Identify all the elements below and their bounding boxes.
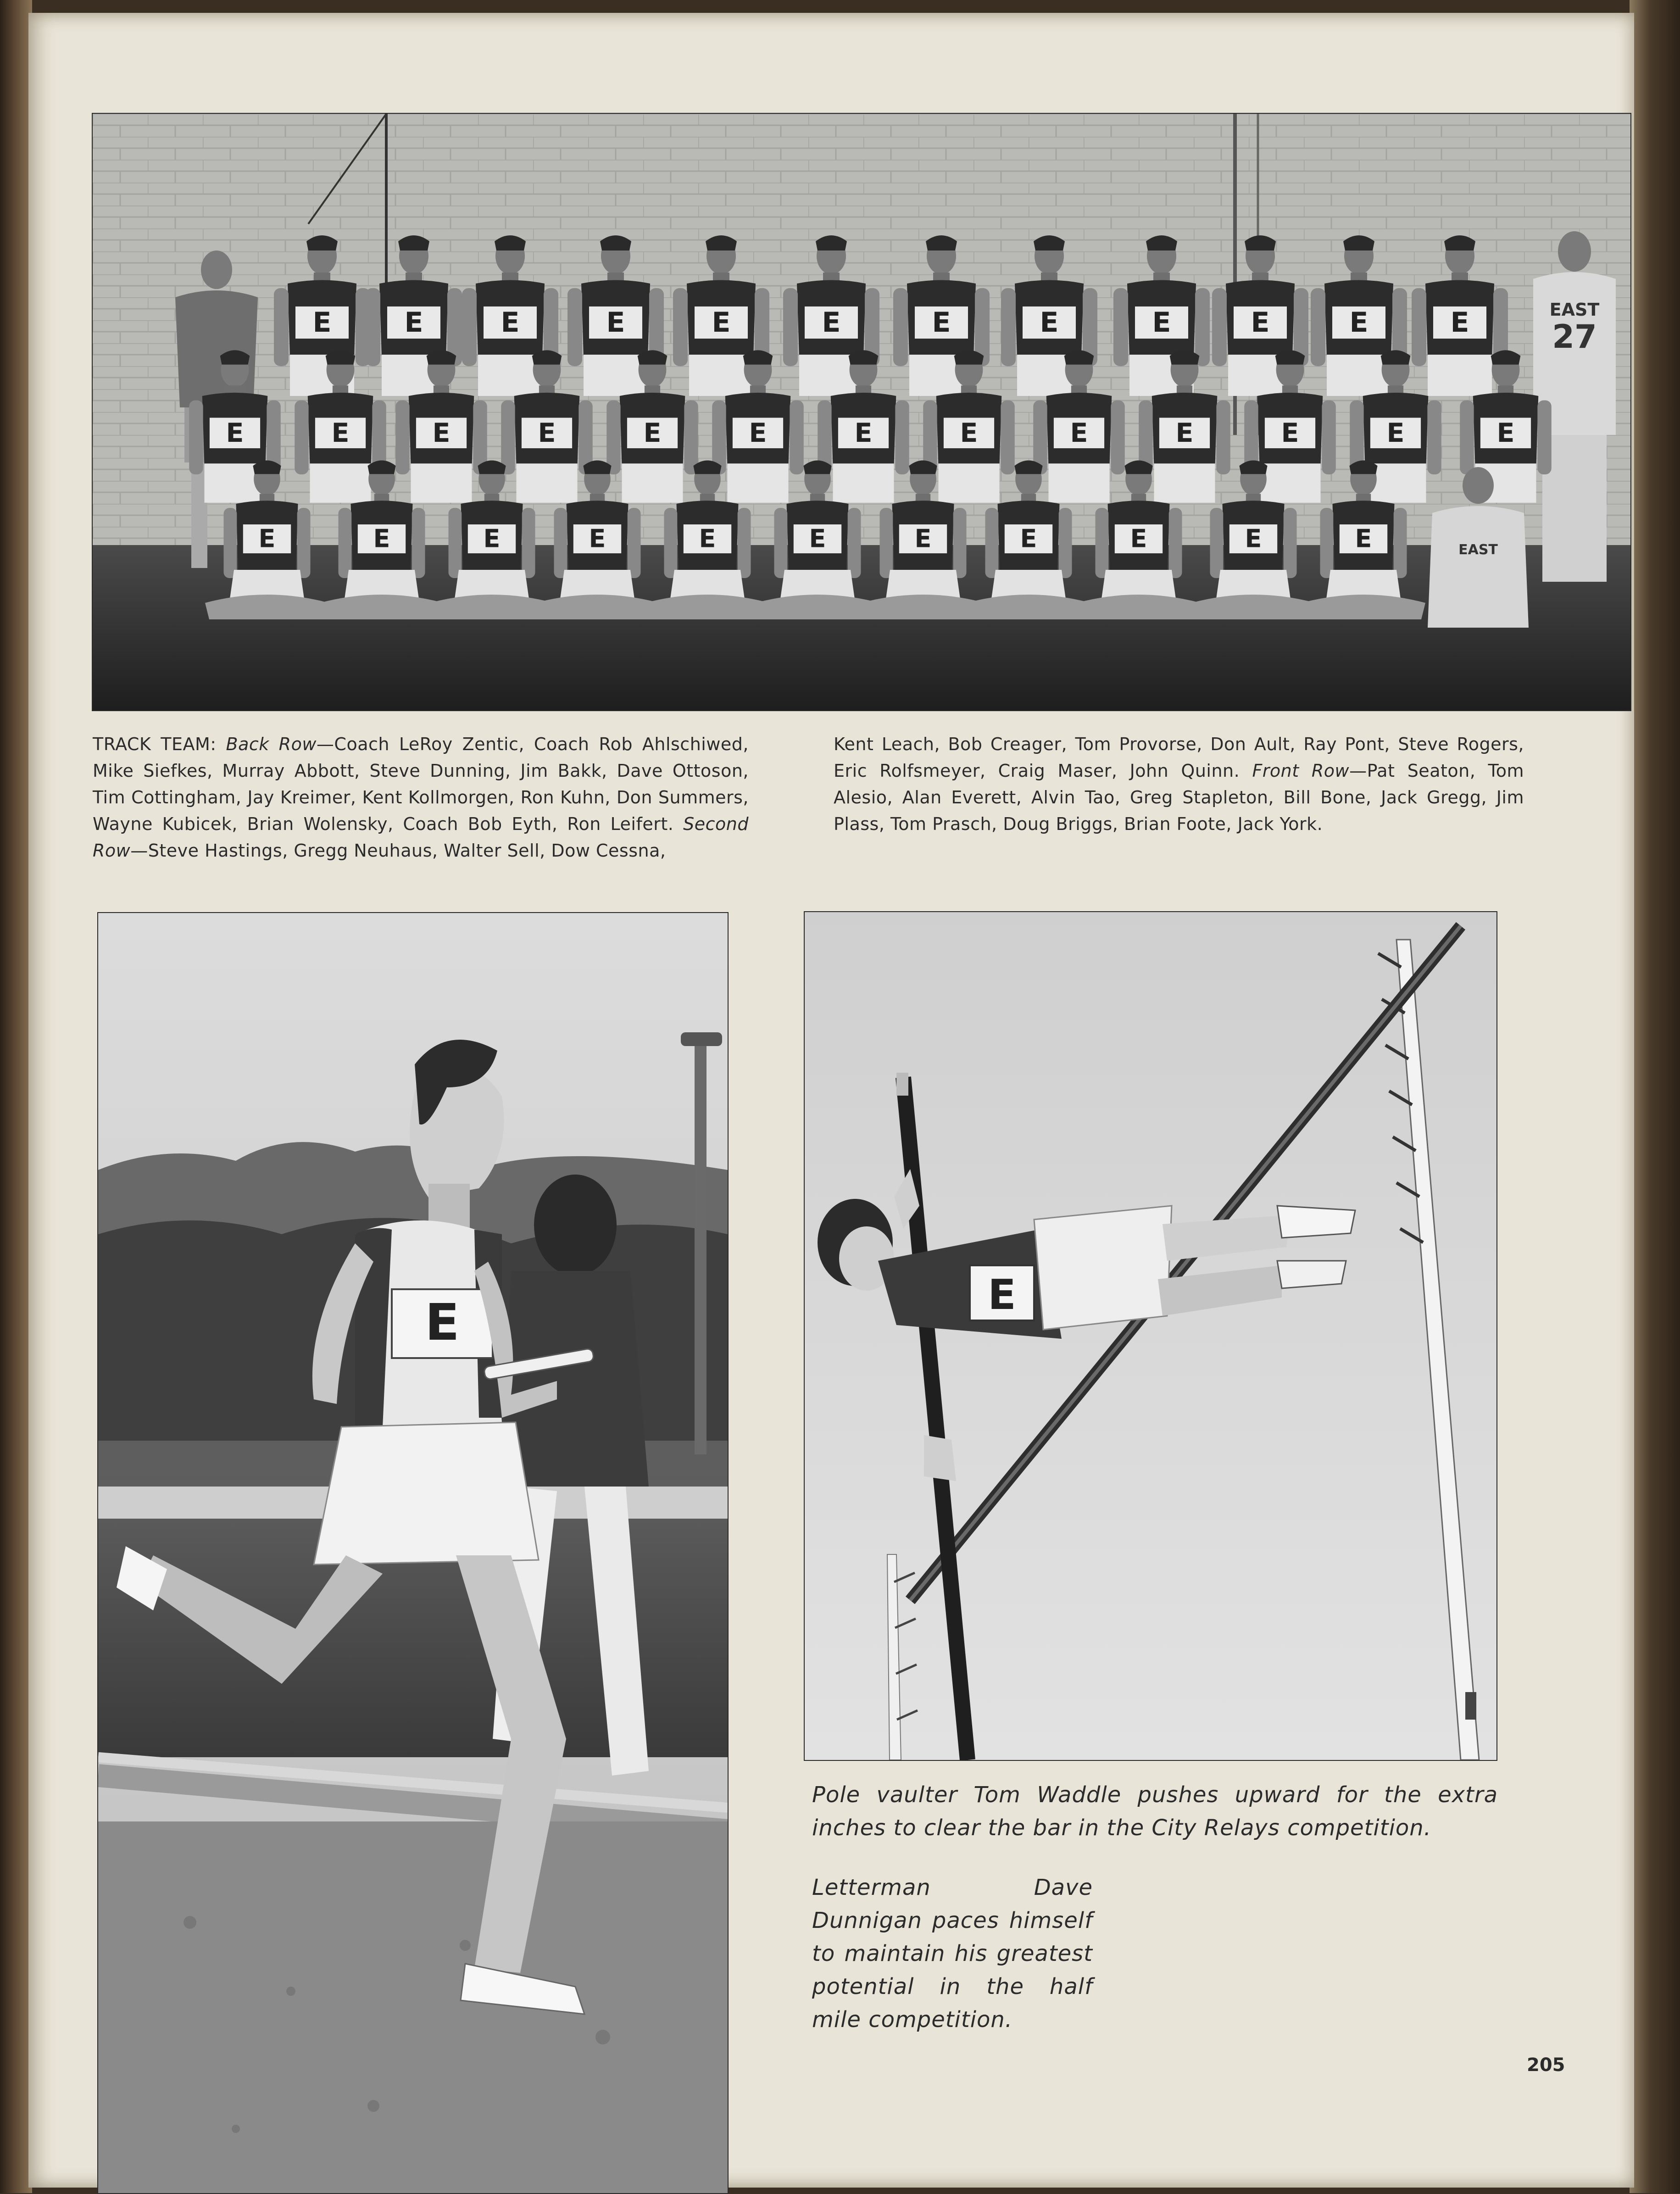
pole-vault-caption-text: Pole vaulter Tom Waddle pushes upward for the extra inches to clear the bar in the City Relays competition. — [812, 1782, 1498, 1841]
yearbook-page — [28, 13, 1634, 2188]
team-jersey-letter: E — [1020, 524, 1037, 553]
runner-caption-text: Letterman Dave Dunnigan paces himself to maintain his greatest potential in the half mile competition. — [812, 1875, 1093, 2033]
team-jersey-letter: E — [1070, 418, 1088, 448]
team-jersey-letter: E — [1281, 418, 1299, 448]
team-jersey-letter: E — [932, 306, 951, 339]
team-jersey-letter: E — [1040, 306, 1059, 339]
team-jersey-letter: E — [331, 418, 350, 448]
team-jersey-letter: E — [1496, 418, 1515, 448]
team-jersey-letter: E — [1245, 524, 1262, 553]
team-caption-row3-names: —Pat Seaton, Tom Alesio, Alan Everett, Alvin Tao, Greg Stapleton, Bill Bone, Jack Gregg, Jim Plass, Tom Prasch, Doug Briggs, Brian Foote, Jack York. — [834, 761, 1524, 834]
team-caption-row1-names: —Coach LeRoy Zentic, Coach Rob Ahlschiwed, Mike Siefkes, Murray Abbott, Steve Dunning, Jim Bakk, Dave Ottoson, Tim Cottingham, Jay Kreimer, Kent Kollmorgen, Ron Kuhn, Don Summers, Wayne Kubicek, Brian Wolensky, Coach Bob Eyth, Ron Leifert. — [93, 734, 749, 834]
team-jersey-letter: E — [822, 306, 841, 339]
team-jersey-letter: E — [1355, 524, 1372, 553]
team-caption-row2-names: —Steve Hastings, Gregg Neuhaus, Walter Sell, Dow Cessna, — [130, 841, 666, 861]
team-jersey-letter: E — [699, 524, 716, 553]
team-jersey-letter: E — [1130, 524, 1147, 553]
book-binding-left — [0, 0, 32, 2193]
team-jersey-letter: E — [1251, 306, 1270, 339]
team-jersey-letter: E — [960, 418, 978, 448]
team-jersey-letter: E — [1152, 306, 1171, 339]
runner-jersey-letter: E — [425, 1293, 460, 1352]
team-jersey-letter: E — [1450, 306, 1469, 339]
team-jersey-letter: E — [312, 306, 332, 339]
team-jersey-letter: E — [606, 306, 625, 339]
team-jersey-letter: E — [501, 306, 520, 339]
team-jersey-letter: E — [1386, 418, 1405, 448]
team-jersey-letter: E — [1349, 306, 1368, 339]
team-jersey-letter: E — [483, 524, 501, 553]
team-jersey-letter: E — [854, 418, 873, 448]
team-jersey-letter: E — [373, 524, 390, 553]
team-jersey-letter: E — [643, 418, 662, 448]
team-caption-right — [834, 731, 1524, 837]
team-jersey-letter: E — [749, 418, 767, 448]
team-jersey-letter: E — [404, 306, 423, 339]
team-caption-left — [93, 731, 749, 864]
runner-caption — [812, 1871, 1093, 2036]
team-jersey-letter: E — [914, 524, 932, 553]
team-caption-row2-label: Second Row — [93, 814, 749, 861]
relay-runner-photo — [97, 912, 729, 2194]
vaulter-jersey-letter: E — [988, 1271, 1016, 1319]
team-jersey-letter: E — [1175, 418, 1194, 448]
team-jersey-letter: E — [226, 418, 244, 448]
track-team-photo — [92, 113, 1631, 711]
team-caption-row1-label: Back Row — [226, 734, 317, 754]
sweatshirt-label: EAST — [1549, 300, 1600, 320]
pole-vault-caption — [812, 1778, 1498, 1844]
sweatshirt-label: EAST — [1458, 542, 1498, 558]
team-jersey-letter: E — [589, 524, 606, 553]
team-jersey-letter: E — [432, 418, 451, 448]
team-jersey-letter: E — [538, 418, 556, 448]
page-number: 205 — [1527, 2055, 1565, 2076]
pole-vault-photo — [804, 911, 1497, 1761]
team-jersey-letter: E — [258, 524, 276, 553]
team-jersey-letter: E — [809, 524, 826, 553]
book-binding-right — [1630, 0, 1680, 2193]
team-caption-row3-label: Front Row — [1252, 761, 1350, 781]
team-jersey-letter: E — [712, 306, 731, 339]
sweatshirt-number: 27 — [1552, 318, 1597, 356]
team-caption-continued-names: Kent Leach, Bob Creager, Tom Provorse, Don Ault, Ray Pont, Steve Rogers, Eric Rolfsmeyer, Craig Maser, John Quinn. — [834, 734, 1524, 781]
team-caption-lead: TRACK TEAM: — [93, 734, 226, 754]
